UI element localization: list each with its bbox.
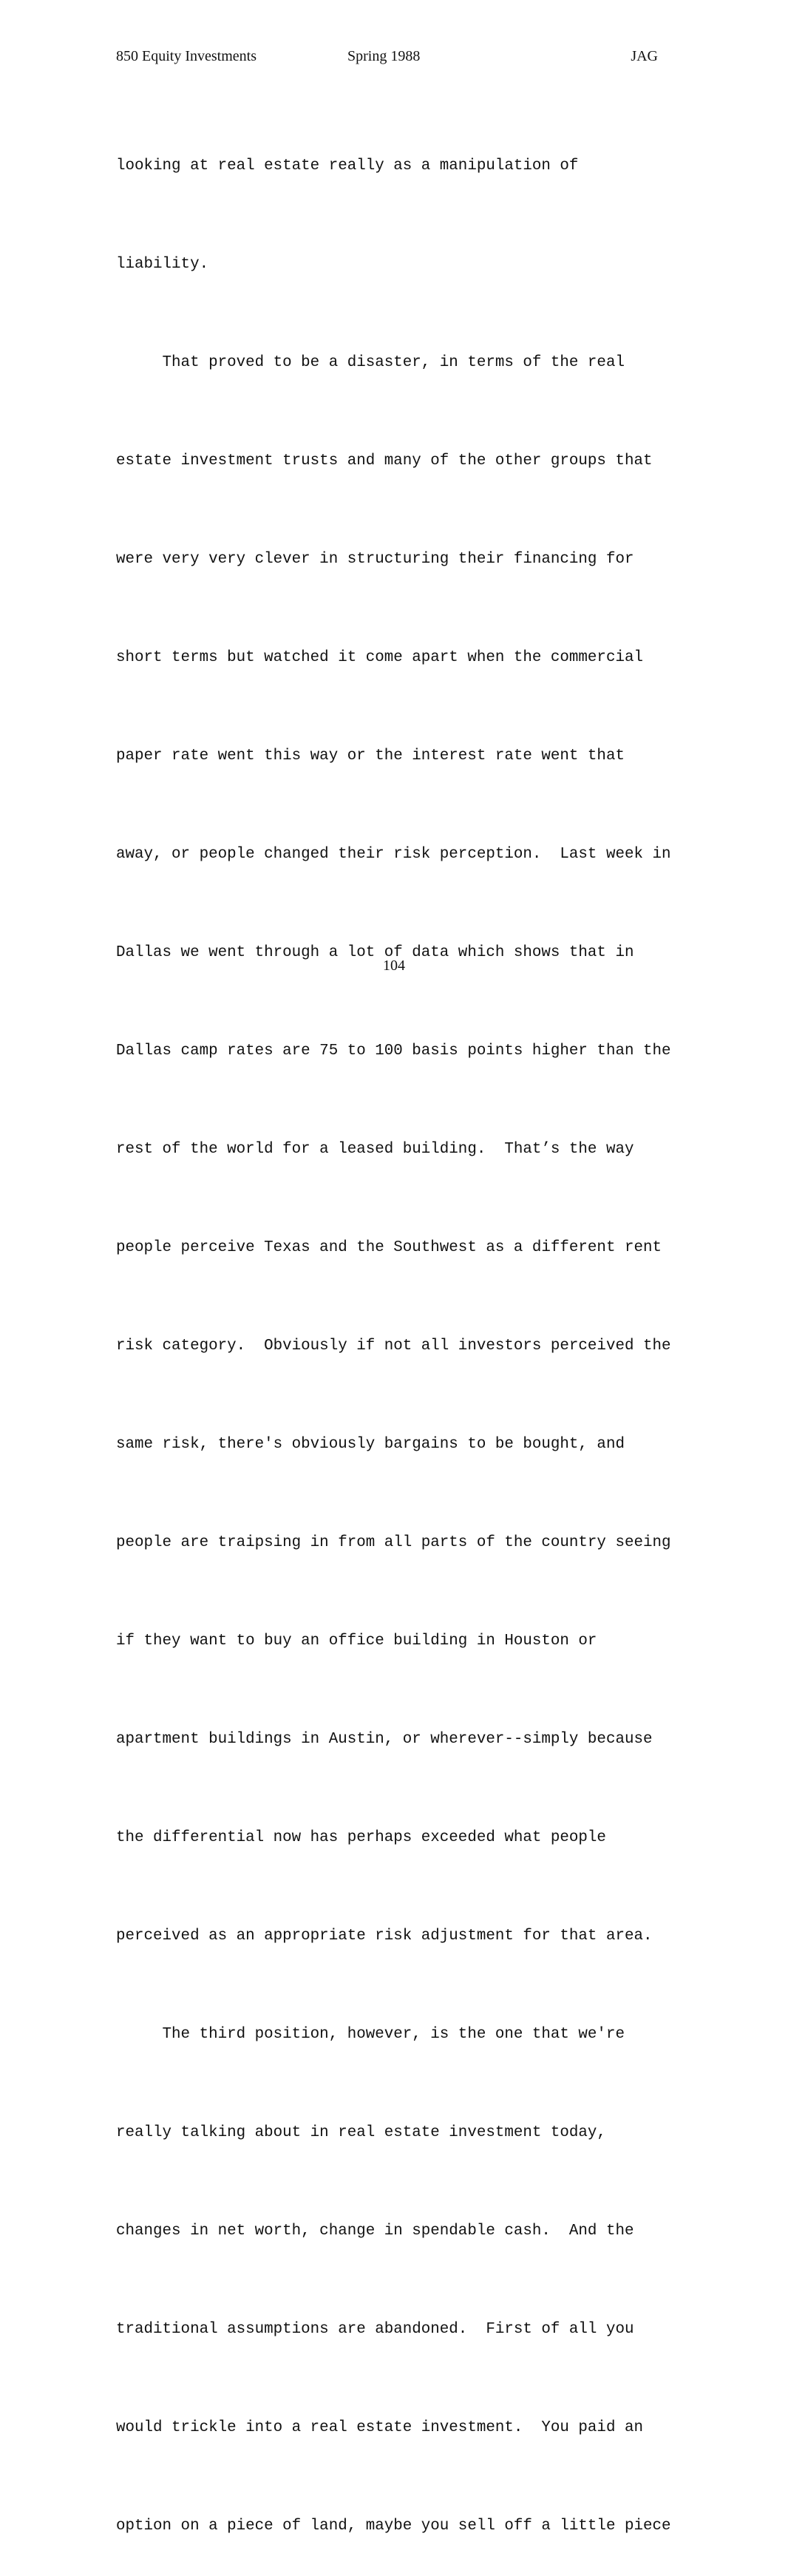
author-initials: JAG bbox=[631, 48, 658, 64]
text-line: short terms but watched it come apart when the commercial bbox=[116, 648, 643, 666]
page-header bbox=[116, 46, 658, 67]
text-line: paper rate went this way or the interest rate went that bbox=[116, 747, 625, 765]
text-line: away, or people changed their risk perception. Last week in bbox=[116, 845, 671, 863]
text-line: people perceive Texas and the Southwest as a different rent bbox=[116, 1239, 662, 1257]
text-line: would trickle into a real estate investment. You paid an bbox=[116, 2419, 643, 2437]
text-line: rest of the world for a leased building. That’s the way bbox=[116, 1141, 634, 1158]
text-line: same risk, there's obviously bargains to be bought, and bbox=[116, 1436, 625, 1454]
text-line: risk category. Obviously if not all investors perceived the bbox=[116, 1338, 671, 1355]
text-line: The third position, however, is the one that we're bbox=[116, 2026, 625, 2044]
text-line: perceived as an appropriate risk adjustment for that area. bbox=[116, 1928, 653, 1945]
term-label: Spring 1988 bbox=[347, 48, 421, 64]
text-line: the differential now has perhaps exceeded what people bbox=[116, 1829, 606, 1847]
text-line: traditional assumptions are abandoned. First of all you bbox=[116, 2321, 634, 2339]
page-number: 104 bbox=[383, 957, 405, 974]
text-line: apartment buildings in Austin, or wherever--simply because bbox=[116, 1731, 653, 1749]
course-title: 850 Equity Investments bbox=[116, 48, 257, 64]
text-line: option on a piece of land, maybe you sell off a little piece bbox=[116, 2518, 671, 2535]
text-line: were very very clever in structuring their financing for bbox=[116, 550, 634, 568]
text-line: if they want to buy an office building in Houston or bbox=[116, 1633, 597, 1650]
text-line: Dallas camp rates are 75 to 100 basis points higher than the bbox=[116, 1042, 671, 1060]
text-line: That proved to be a disaster, in terms of the real bbox=[116, 353, 625, 371]
text-line: really talking about in real estate investment today, bbox=[116, 2124, 606, 2142]
text-line: changes in net worth, change in spendable cash. And the bbox=[116, 2223, 634, 2240]
text-line: estate investment trusts and many of the other groups that bbox=[116, 452, 653, 470]
transcript-body bbox=[116, 84, 678, 2576]
text-line: Dallas we went through a lot of data which shows that in bbox=[116, 943, 634, 961]
text-line: looking at real estate really as a manipulation of bbox=[116, 157, 579, 174]
text-line: people are traipsing in from all parts of the country seeing bbox=[116, 1534, 671, 1552]
text-line: liability. bbox=[116, 255, 209, 273]
